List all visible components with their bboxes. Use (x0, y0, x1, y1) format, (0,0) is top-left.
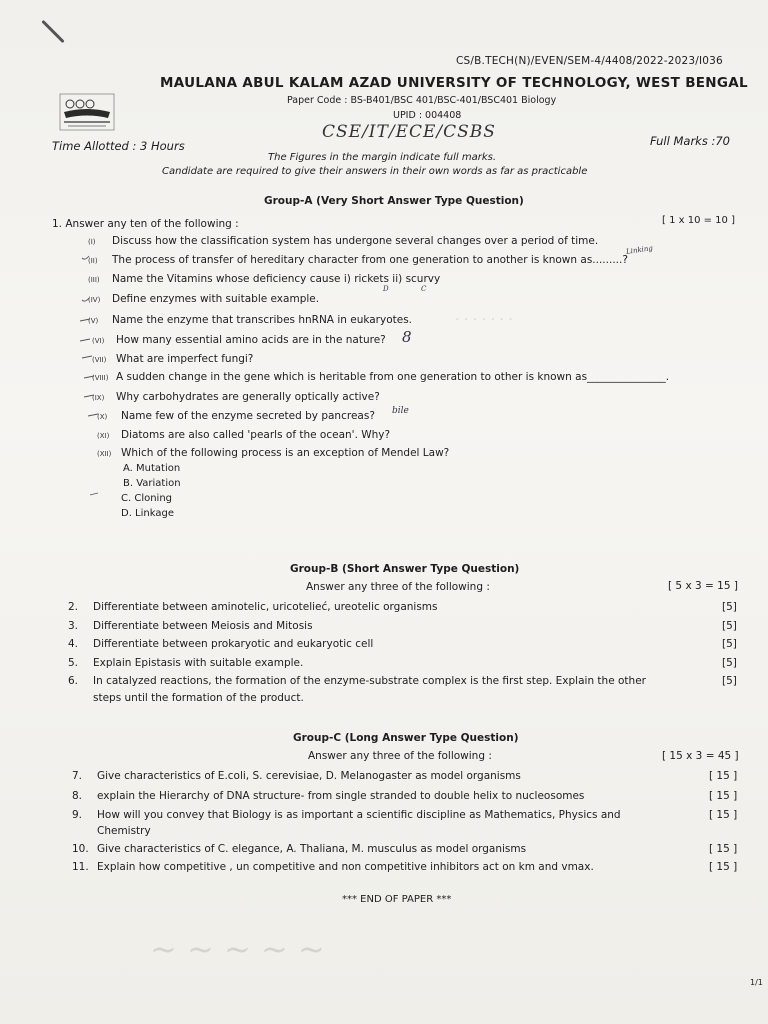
staple-mark (41, 20, 64, 43)
question-2-marks: [5] (722, 601, 737, 613)
question-4-marks: [5] (722, 638, 737, 650)
handwritten-d: D (383, 285, 389, 293)
group-c-marks: [ 15 x 3 = 45 ] (662, 750, 739, 762)
answer-note: Candidate are required to give their answers in their own words as far as practicable (162, 166, 588, 177)
question-1-iii: (III) Name the Vitamins whose deficiency cause i) rickets ii) scurvy (88, 273, 441, 285)
question-1-x: (X) Name few of the enzyme secreted by pancreas? (97, 410, 375, 422)
question-1-vii: (VII) What are imperfect fungi? (92, 353, 254, 365)
question-1-viii: (VIII) A sudden change in the gene which is heritable from one generation to other is known as_______________. (92, 371, 670, 383)
group-a-heading: Group-A (Very Short Answer Type Question) (264, 195, 524, 207)
end-of-paper: *** END OF PAPER *** (342, 894, 452, 905)
question-3-marks: [5] (722, 620, 737, 632)
university-logo (58, 92, 116, 132)
option-a: A. Mutation (123, 463, 181, 474)
question-1-vi: (VI) How many essential amino acids are in the nature? (92, 334, 386, 346)
handwritten-branches: CSE/IT/ECE/CSBS (322, 122, 496, 142)
question-1-xi: (XI) Diatoms are also called 'pearls of the ocean'. Why? (97, 429, 391, 441)
handwritten-bile: bile (392, 406, 409, 416)
question-1-i: (I) Discuss how the classification system has undergone several changes over a period of time. (88, 235, 599, 247)
faint-scribble-1: · · · · · · · (455, 312, 513, 328)
group-a-instruction: 1. Answer any ten of the following : (52, 218, 239, 230)
question-1-ix: (IX) Why carbohydrates are generally optically active? (92, 391, 380, 403)
question-8-marks: [ 15 ] (709, 790, 738, 802)
paper-code: Paper Code : BS-B401/BSC 401/BSC-401/BSC401 Biology (287, 95, 557, 106)
question-1-v: (V) Name the enzyme that transcribes hnRNA in eukaryotes. (88, 314, 413, 326)
group-b-instruction: Answer any three of the following : (306, 581, 490, 593)
group-c-heading: Group-C (Long Answer Type Question) (293, 732, 519, 744)
question-9-marks: [ 15 ] (709, 809, 738, 821)
question-7-marks: [ 15 ] (709, 770, 738, 782)
handwritten-eight: 8 (402, 328, 412, 346)
handwritten-linking: Linking (625, 244, 654, 256)
option-d: D. Linkage (121, 508, 174, 519)
group-b-marks: [ 5 x 3 = 15 ] (668, 580, 738, 592)
question-1-xii: (XII) Which of the following process is an exception of Mendel Law? (97, 447, 450, 459)
question-1-iv: (IV) Define enzymes with suitable example. (88, 293, 320, 305)
full-marks: Full Marks :70 (650, 134, 730, 148)
exam-paper: CS/B.TECH(N)/EVEN/SEM-4/4408/2022-2023/I036 MAULANA ABUL KALAM AZAD UNIVERSITY OF TECHNOLOGY, WEST BENGAL Paper Code : BS-B401/BSC 401/BSC-401/BSC401 Biology UPID : 004408 CSE/IT/ECE/CSBS Time Allotted : 3 Hours Full Marks :70 The Figures in the margin indicate full marks. Candidate are required to give their answers in their own words as far as practicable Group-A (Very Short Answer Type Question) 1. Answer any ten of the following : [ 1 x 10 = 10 ] (I) Discuss how the classification system has undergone several changes over a period of time. (II) The process of transfer of hereditary character from one generation to another is known as.........? (III) Name the Vitamins whose deficiency cause i) rickets ii) scurvy (IV) Define enzymes with suitable example. (V) Name the enzyme that transcribes hnRNA in eukaryotes. (VI) How many essential amino acids are in the nature? (VII) What are imperfect fungi? (VIII) A sudden change in the gene which is heritable from one generation to other is known as_______________. (IX) Why carbohydrates are generally optically active? (X) Name few of the enzyme secreted by pancreas? (XI) Diatoms are also called 'pearls of the ocean'. Why? (XII) Which of the following process is an exception of Mendel Law? A. Mutation B. Variation C. Cloning D. Linkage Linking D C 8 bile · · · · · · · ~ ~ ~ ~ ~ Group-B (Short Answer Type Question) Answer any three of the following : [ 5 x 3 = 15 ] 2. Differentiate between aminotelic, uricoteliеć, ureotelic organisms [5] 3. Differentiate between Meiosis and Mitosis [5] 4. Differentiate between prokaryotic and eukaryotic cell [5] 5. Explain Epistasis with suitable example. [5] 6. In catalyzed reactions, the formation of the enzyme-substrate complex is the first step. Explain the other steps until the formation of the product. [5] Group-C (Long Answer Type Question) Answer any three of the following : [ 15 x 3 = 45 ] 7. Give characteristics of E.coli, S. cerevisiae, D. Melanogaster as model organisms [ 15 ] 8. explain the Hierarchy of DNA structure- from single stranded to double helix to nucleosomes [ 15 ] 9. How will you convey that Biology is as important a scientific discipline as Mathematics, Physics and Chemistry [ 15 ] 10. Give characteristics of C. elegance, A. Thaliana, M. musculus as model organisms [ 15 ] 11. Explain how competitive , un competitive and non competitive inhibitors act on km and vmax. [ 15 ] *** END OF PAPER *** 1/1 (0, 0, 768, 1024)
marks-note: The Figures in the margin indicate full marks. (268, 152, 497, 163)
option-b: B. Variation (123, 478, 181, 489)
time-allotted: Time Allotted : 3 Hours (52, 139, 185, 153)
handwritten-c: C (421, 285, 427, 293)
question-11-marks: [ 15 ] (709, 861, 738, 873)
question-6-marks: [5] (722, 675, 737, 687)
university-name: MAULANA ABUL KALAM AZAD UNIVERSITY OF TECHNOLOGY, WEST BENGAL (160, 75, 748, 91)
question-5-marks: [5] (722, 657, 737, 669)
question-1-ii: (II) The process of transfer of hereditary character from one generation to another is known as.........? (88, 254, 628, 266)
page-number: 1/1 (750, 978, 763, 987)
group-b-heading: Group-B (Short Answer Type Question) (290, 563, 520, 575)
faint-scribble-2: ~ ~ ~ ~ ~ (150, 930, 325, 968)
option-c: C. Cloning (121, 493, 173, 504)
question-9-continued: Chemistry (97, 825, 151, 837)
reference-code: CS/B.TECH(N)/EVEN/SEM-4/4408/2022-2023/I036 (456, 55, 723, 67)
question-6-continued: steps until the formation of the product. (93, 692, 304, 704)
group-a-marks: [ 1 x 10 = 10 ] (662, 215, 735, 226)
question-10-marks: [ 15 ] (709, 843, 738, 855)
group-c-instruction: Answer any three of the following : (308, 750, 492, 762)
upid: UPID : 004408 (393, 110, 462, 121)
